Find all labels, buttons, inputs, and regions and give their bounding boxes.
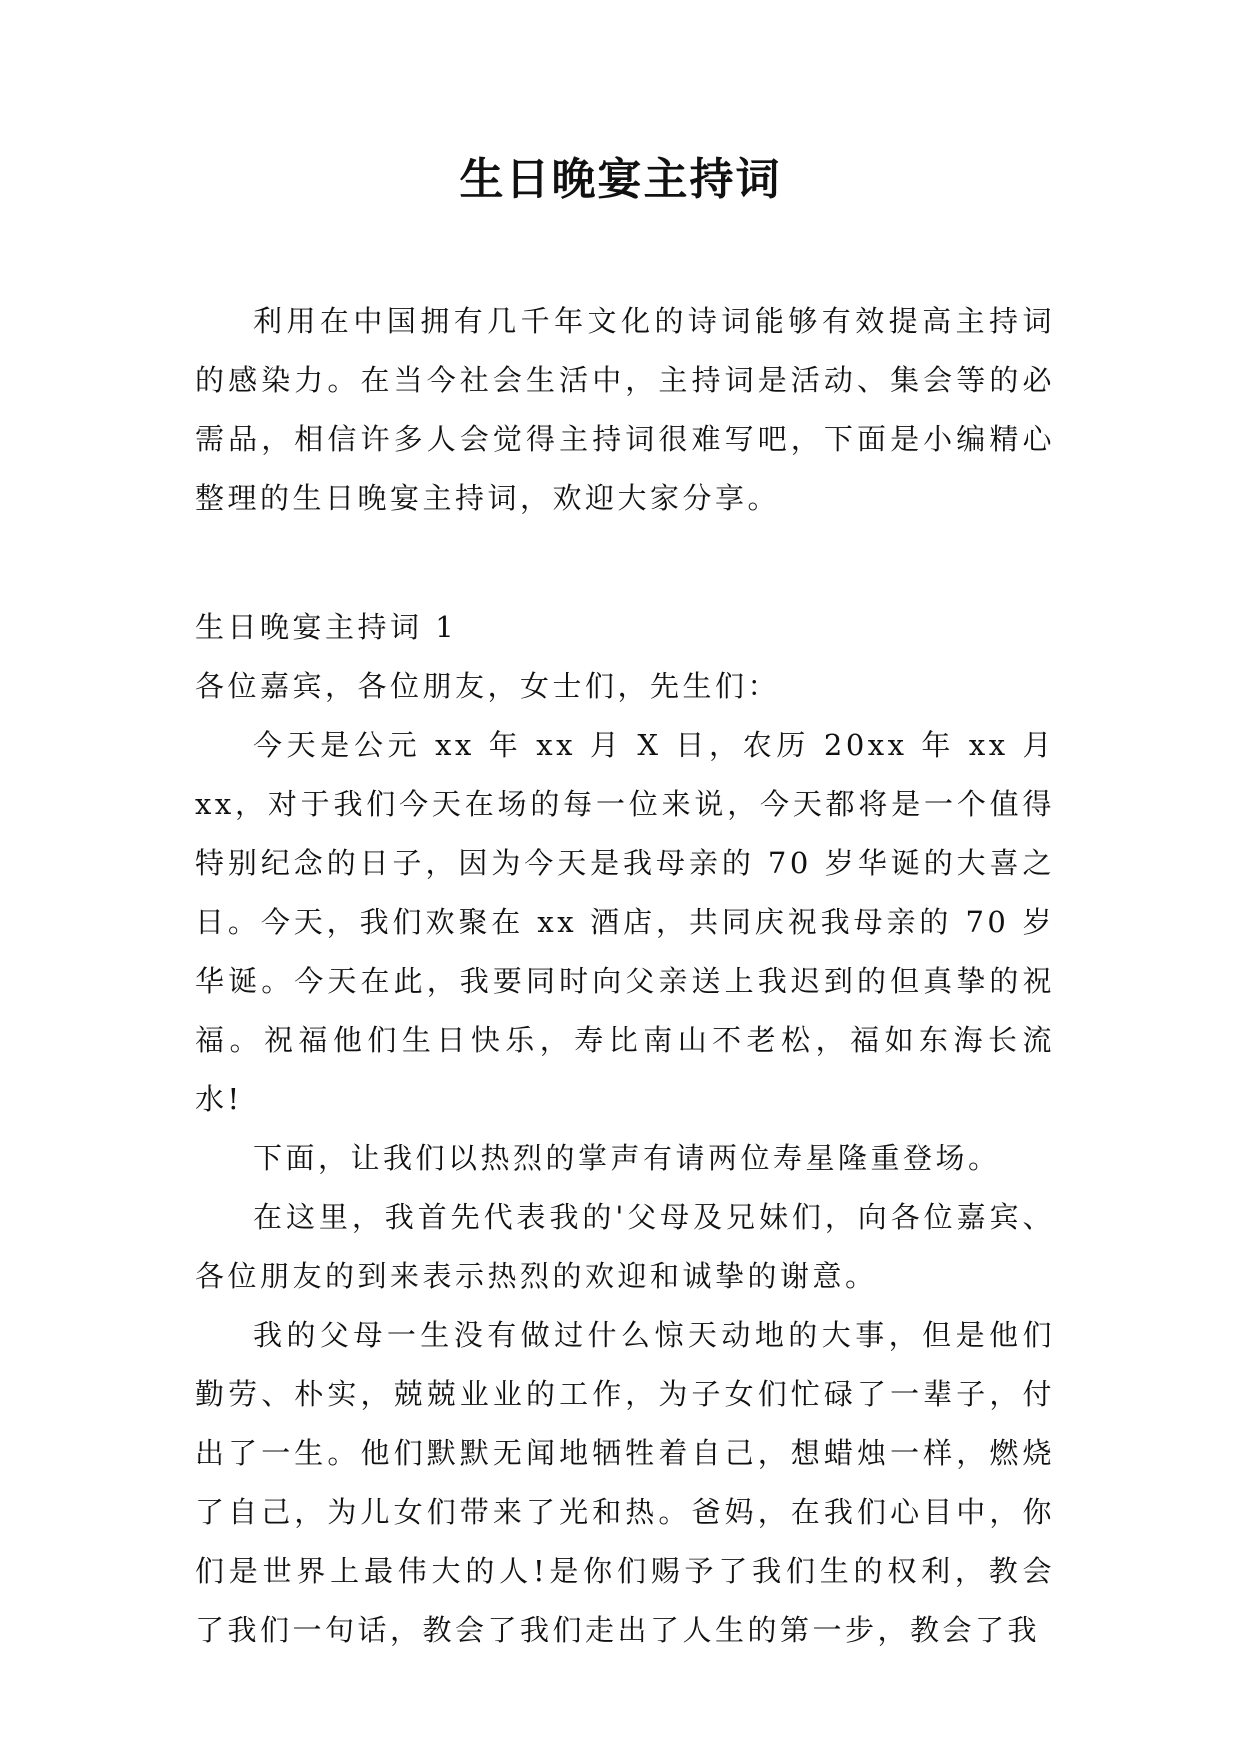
body-paragraph-3: 在这里，我首先代表我的'父母及兄妹们，向各位嘉宾、各位朋友的到来表示热烈的欢迎和诚挚的谢意。 xyxy=(195,1200,1055,1293)
document-body xyxy=(195,292,1055,1660)
salutation: 各位嘉宾，各位朋友，女士们，先生们： xyxy=(195,669,781,703)
body-paragraph-4: 我的父母一生没有做过什么惊天动地的大事，但是他们勤劳、朴实，兢兢业业的工作，为子女们忙碌了一辈子，付出了一生。他们默默无闻地牺牲着自己，想蜡烛一样，燃烧了自己，为儿女们带来了光和热。爸妈，在我们心目中，你们是世界上最伟大的人!是你们赐予了我们生的权利，教会了我们一句话，教会了我们走出了人生的第一步，教会了我 xyxy=(195,1318,1055,1647)
section-heading: 生日晚宴主持词 1 xyxy=(195,610,458,644)
intro-paragraph: 利用在中国拥有几千年文化的诗词能够有效提高主持词的感染力。在当今社会生活中，主持词是活动、集会等的必需品，相信许多人会觉得主持词很难写吧，下面是小编精心整理的生日晚宴主持词，欢迎大家分享。 xyxy=(195,304,1055,515)
body-paragraph-2: 下面，让我们以热烈的掌声有请两位寿星隆重登场。 xyxy=(253,1141,1001,1175)
document-title: 生日晚宴主持词 xyxy=(459,154,782,205)
body-paragraph-1: 今天是公元 xx 年 xx 月 X 日，农历 20xx 年 xx 月 xx，对于我们今天在场的每一位来说，今天都将是一个值得特别纪念的日子，因为今天是我母亲的 70 岁华诞的大喜之日。今天，我们欢聚在 xx 酒店，共同庆祝我母亲的 70 岁华诞。今天在此，我要同时向父亲送上我迟到的但真挚的祝福。祝福他们生日快乐，寿比南山不老松，福如东海长流水! xyxy=(195,728,1055,1116)
